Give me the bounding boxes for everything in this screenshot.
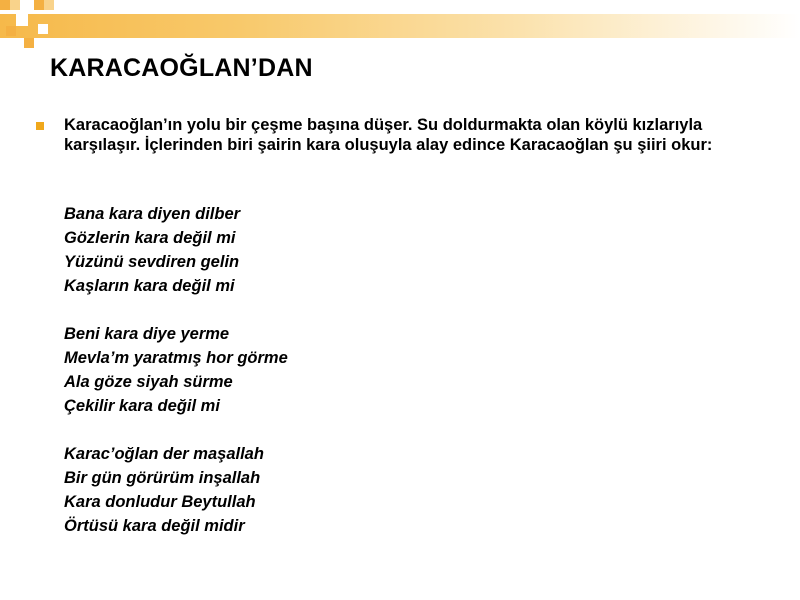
slide-title: KARACAOĞLAN’DAN	[50, 54, 313, 82]
poem-line: Örtüsü kara değil midir	[64, 517, 245, 535]
poem-line: Yüzünü sevdiren gelin	[64, 253, 240, 271]
intro-paragraph: Karacaoğlan’ın yolu bir çeşme başına düşer. Su doldurmakta olan köylü kızlarıyla karşılaşır. İçlerinden biri şairin kara oluşuyla alay edince Karacaoğlan şu şiiri okur:	[64, 116, 713, 154]
poem-line: Karac’oğlan der maşallah	[64, 445, 264, 463]
decor-square	[34, 0, 44, 10]
bullet-square-icon	[36, 122, 44, 130]
decor-square	[16, 14, 28, 26]
decor-square	[44, 0, 54, 10]
poem-stanza	[64, 322, 288, 418]
decor-square	[0, 0, 10, 10]
poem	[64, 202, 288, 562]
top-decorative-band	[0, 14, 800, 38]
poem-stanza	[64, 202, 288, 298]
poem-line: Ala göze siyah sürme	[64, 373, 233, 391]
poem-line: Kaşların kara değil mi	[64, 277, 235, 295]
decor-square	[6, 26, 16, 36]
poem-line: Bir gün görürüm inşallah	[64, 469, 261, 487]
poem-line: Kara donludur Beytullah	[64, 493, 256, 511]
decor-square	[38, 24, 48, 34]
poem-line: Beni kara diye yerme	[64, 325, 230, 343]
decor-square	[24, 38, 34, 48]
decor-square	[10, 0, 20, 10]
poem-line: Mevla’m yaratmış hor görme	[64, 349, 288, 367]
poem-stanza	[64, 442, 288, 538]
poem-line: Çekilir kara değil mi	[64, 397, 220, 415]
poem-line: Bana kara diyen dilber	[64, 205, 241, 223]
poem-line: Gözlerin kara değil mi	[64, 229, 236, 247]
